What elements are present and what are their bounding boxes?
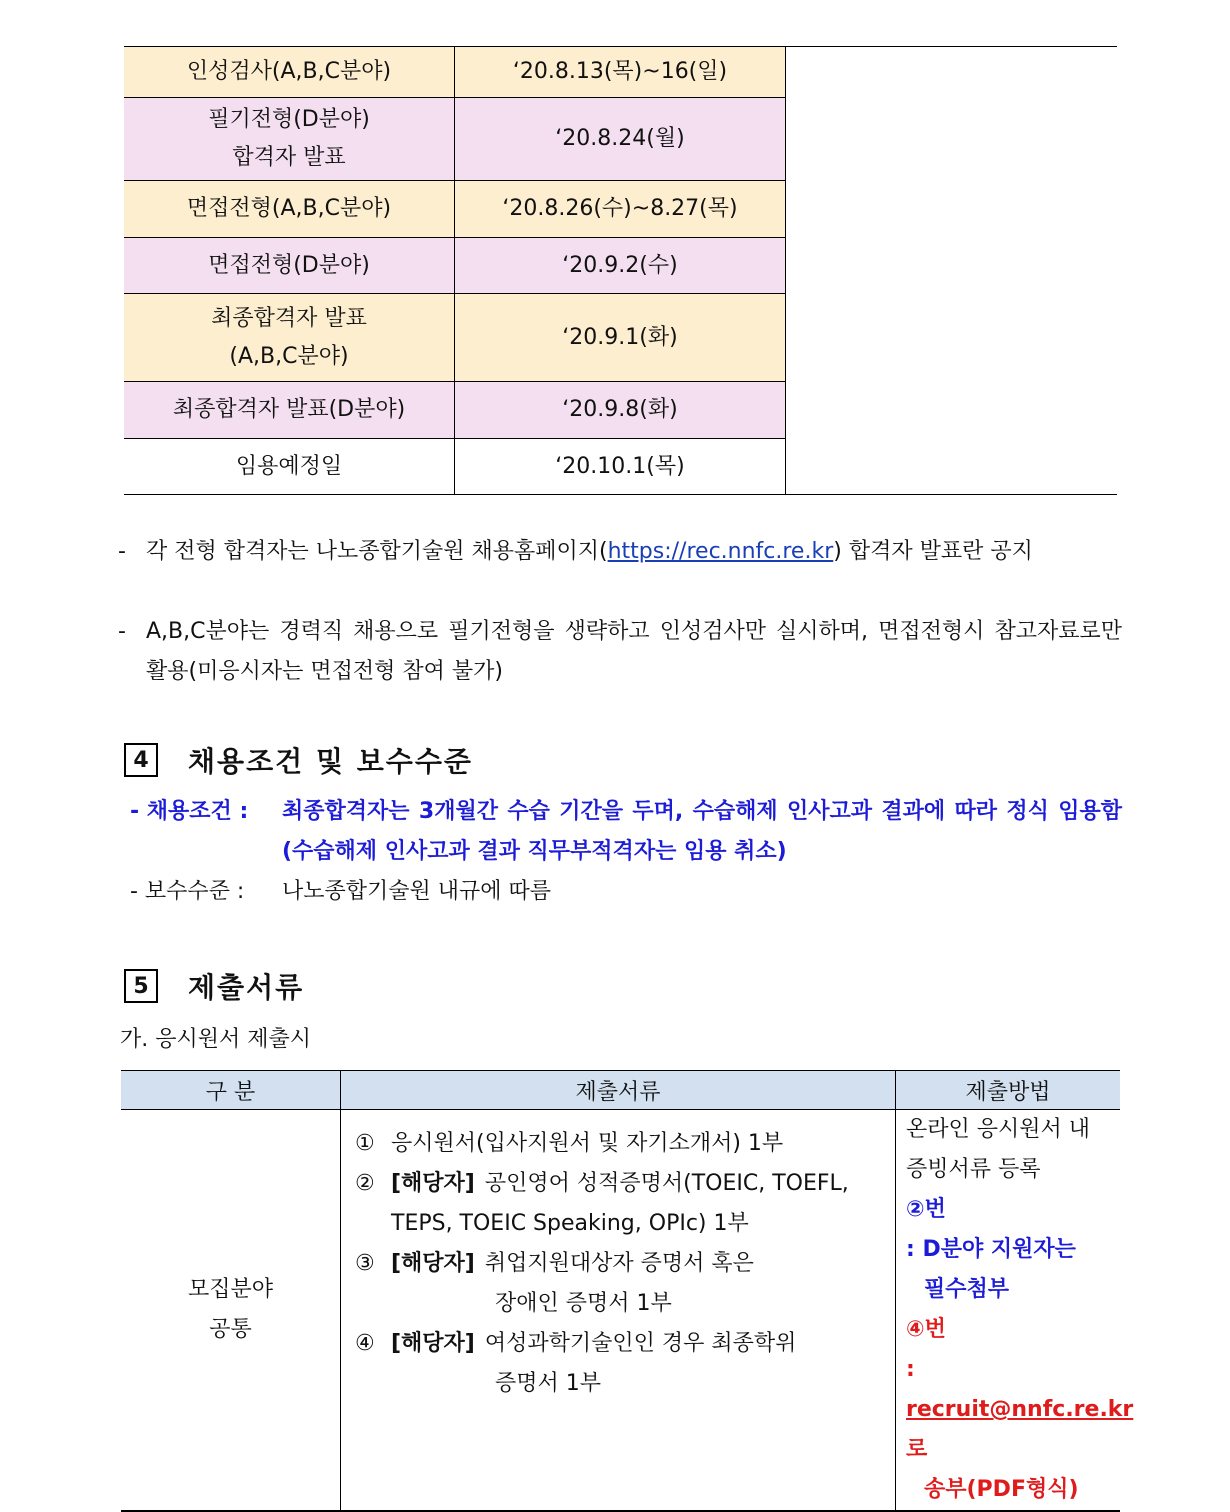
recruit-homepage-link[interactable]: https://rec.nnfc.re.kr (607, 539, 834, 564)
section-title: 제출서류 (188, 971, 305, 1004)
schedule-stage-line: 최종합격자 발표 (211, 305, 367, 331)
schedule-date: ‘20.9.1(화) (455, 294, 786, 382)
note-abc-fields (118, 612, 1122, 692)
header-category: 구 분 (121, 1071, 341, 1110)
condition-value: 최종합격자는 3개월간 수습 기간을 두며, 수습해제 인사고과 결과에 따라 정식 임용함(수습해제 인사고과 결과 직무부적격자는 임용 취소) (282, 799, 1122, 864)
list-item (355, 1244, 895, 1324)
note-announcement (118, 532, 1122, 572)
section-number-box: 5 (124, 969, 158, 1003)
document-text: 여성과학기술인인 경우 최종학위 (484, 1331, 797, 1356)
list-item (355, 1164, 895, 1244)
schedule-row (124, 382, 1117, 439)
category-line: 공통 (209, 1317, 252, 1342)
table-row (121, 1110, 1120, 1512)
bullet-dash: - (118, 539, 126, 564)
schedule-row (124, 47, 1117, 98)
header-method: 제출방법 (896, 1071, 1121, 1110)
salary-level (130, 872, 1122, 912)
documents-table (121, 1070, 1134, 1512)
method-item-4-line (906, 1350, 1134, 1470)
document-text: 장애인 증명서 1부 (495, 1291, 672, 1316)
method-item-2-line: 필수첨부 (924, 1277, 1010, 1302)
salary-value: 나노종합기술원 내규에 따름 (282, 879, 552, 904)
list-item (355, 1324, 895, 1404)
schedule-stage: 임용예정일 (124, 439, 455, 495)
applicable-tag: [해당자] (391, 1171, 475, 1196)
document-text: 공인영어 성적증명서(TOEIC, TOEFL, (484, 1171, 849, 1196)
note-text: A,B,C분야는 경력직 채용으로 필기전형을 생략하고 인성검사만 실시하며, 면접전형시 참고자료로만 활용(미응시자는 면접전형 참여 불가) (146, 619, 1122, 684)
schedule-stage: 최종합격자 발표(D분야) (124, 382, 455, 439)
schedule-stage: 면접전형(D분야) (124, 238, 455, 294)
document-text: TEPS, TOEIC Speaking, OPIc) 1부 (391, 1211, 749, 1236)
document-text: 증명서 1부 (495, 1371, 601, 1396)
circled-number: ③ (355, 1251, 375, 1276)
method-cell (896, 1110, 1134, 1512)
schedule-empty-cell (786, 181, 1118, 238)
schedule-stage-line: (A,B,C분야) (229, 343, 349, 369)
category-line: 모집분야 (187, 1277, 273, 1302)
note-text-part: 각 전형 합격자는 나노종합기술원 채용홈페이지( (146, 539, 608, 564)
schedule-stage (124, 294, 455, 382)
section-title: 채용조건 및 보수수준 (188, 745, 473, 778)
schedule-date: ‘20.9.2(수) (455, 238, 786, 294)
list-item (355, 1124, 895, 1164)
schedule-empty-cell (786, 294, 1118, 382)
circled-number: ④ (355, 1331, 375, 1356)
note-text (118, 532, 1122, 572)
schedule-row (124, 98, 1117, 181)
schedule-date: ‘20.8.26(수)~8.27(목) (455, 181, 786, 238)
documents-list (355, 1124, 895, 1404)
employment-condition (130, 792, 1122, 872)
method-prefix: : (906, 1357, 915, 1382)
document-text: 취업지원대상자 증명서 혹은 (484, 1251, 754, 1276)
schedule-row (124, 181, 1117, 238)
method-online: 온라인 응시원서 내 증빙서류 등록 (906, 1117, 1091, 1182)
schedule-date: ‘20.9.8(화) (455, 382, 786, 439)
method-item-4-number: ④번 (906, 1317, 946, 1342)
schedule-empty-cell (786, 238, 1118, 294)
recruit-email-link[interactable]: recruit@nnfc.re.kr (906, 1397, 1134, 1422)
schedule-date: ‘20.8.24(월) (455, 98, 786, 181)
note-text-part: ) 합격자 발표란 공지 (833, 539, 1033, 564)
section-5-heading (124, 966, 304, 1006)
subsection-title: 가. 응시원서 제출시 (120, 1027, 311, 1052)
method-item-2-number: ②번 (906, 1197, 946, 1222)
schedule-empty-cell (786, 98, 1118, 181)
documents-cell (341, 1110, 896, 1512)
schedule-empty-cell (786, 382, 1118, 439)
schedule-row (124, 294, 1117, 382)
method-content (896, 1110, 1134, 1510)
applicable-tag: [해당자] (391, 1251, 475, 1276)
section-number-box: 4 (124, 743, 158, 777)
condition-label: - 채용조건 : (130, 799, 256, 824)
method-suffix: 로 (906, 1437, 928, 1462)
schedule-stage: 인성검사(A,B,C분야) (124, 47, 455, 98)
schedule-date: ‘20.10.1(목) (455, 439, 786, 495)
salary-label: - 보수수준 : (130, 879, 252, 904)
schedule-date: ‘20.8.13(목)~16(일) (455, 47, 786, 98)
schedule-empty-cell (786, 47, 1118, 98)
bullet-dash: - (118, 619, 126, 644)
document-text: 응시원서(입사지원서 및 자기소개서) 1부 (391, 1131, 784, 1156)
section-4-heading (124, 740, 473, 780)
method-item-2-line: : D분야 지원자는 (906, 1237, 1076, 1262)
schedule-row (124, 238, 1117, 294)
circled-number: ② (355, 1171, 375, 1196)
category-cell (121, 1110, 341, 1512)
schedule-stage-line: 합격자 발표 (232, 145, 346, 170)
schedule-stage: 면접전형(A,B,C분야) (124, 181, 455, 238)
header-documents: 제출서류 (341, 1071, 896, 1110)
schedule-row (124, 439, 1117, 495)
applicable-tag: [해당자] (391, 1331, 475, 1356)
schedule-stage-line: 필기전형(D분야) (208, 107, 370, 132)
table-header-row (121, 1071, 1120, 1110)
schedule-empty-cell (786, 439, 1118, 495)
schedule-table (124, 46, 1117, 495)
method-item-4-line: 송부(PDF형식) (924, 1477, 1079, 1502)
circled-number: ① (355, 1131, 375, 1156)
schedule-stage (124, 98, 455, 181)
